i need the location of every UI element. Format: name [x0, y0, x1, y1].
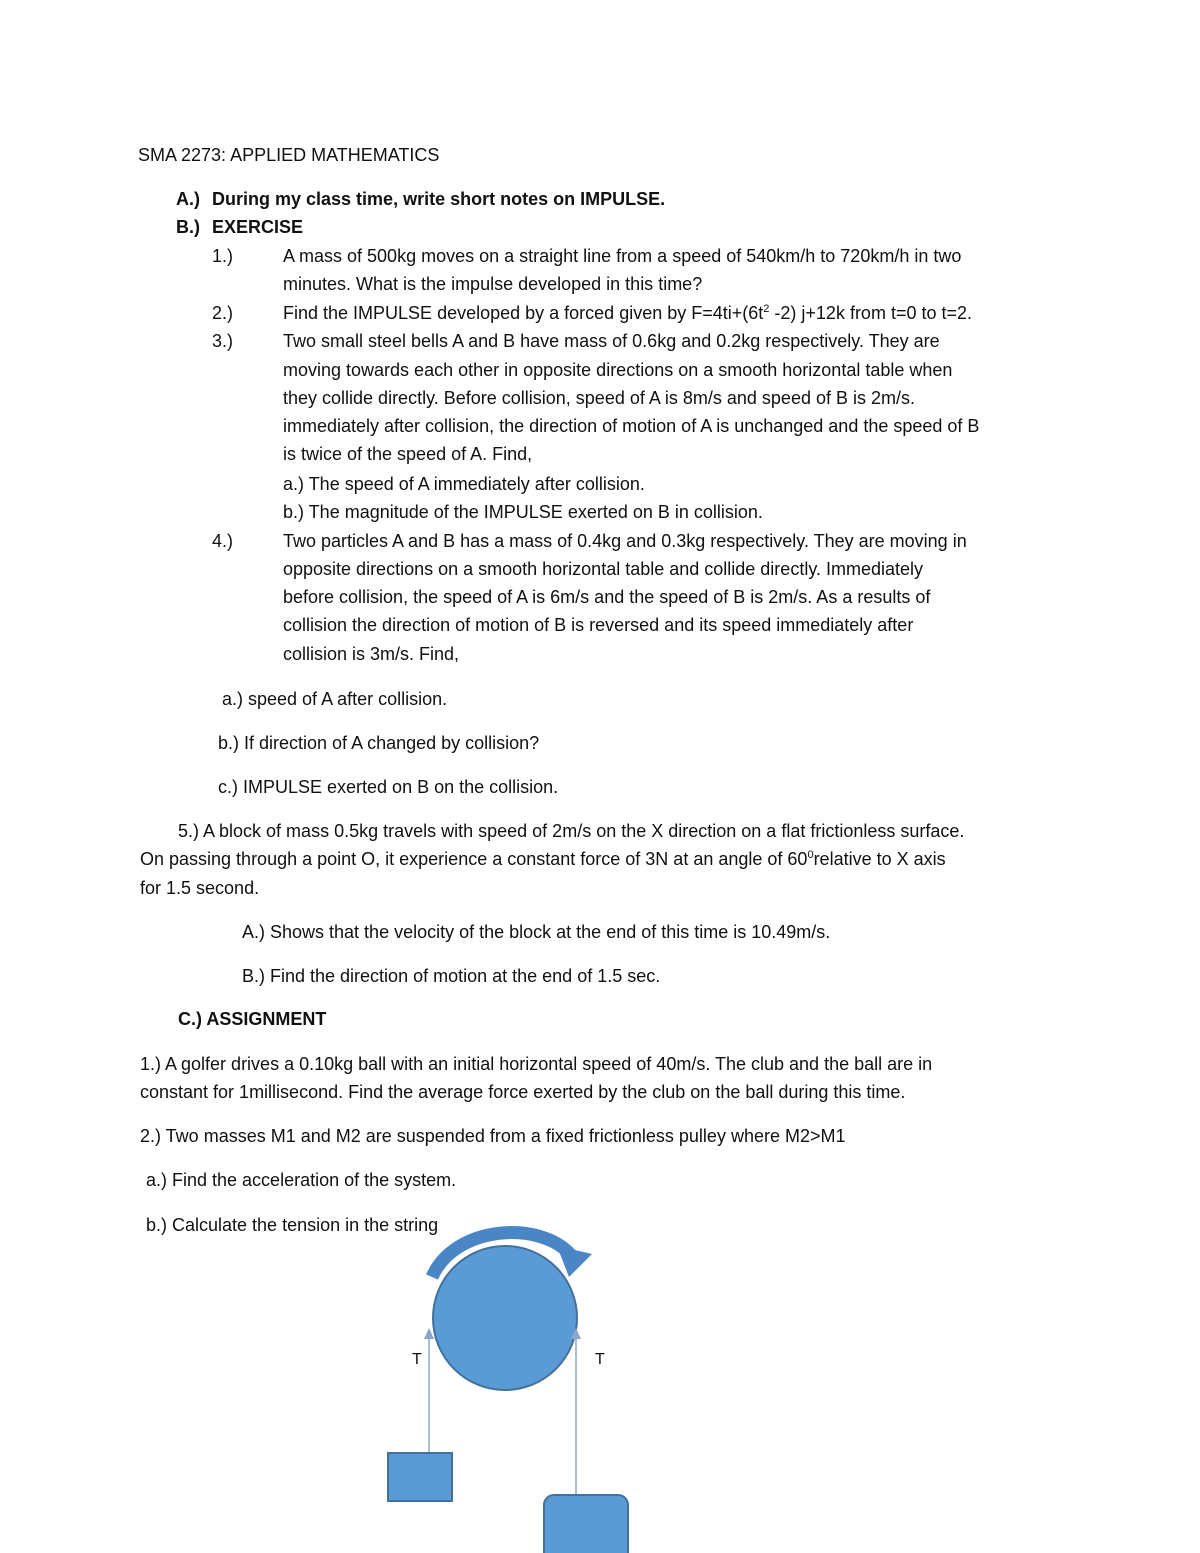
q5-text-post: relative to X axis	[813, 849, 946, 869]
tension-label-left: T	[412, 1351, 422, 1368]
q4-line: before collision, the speed of A is 6m/s and the speed of B is 2m/s. As a results of	[283, 587, 931, 607]
assignment-q1-line: 1.) A golfer drives a 0.10kg ball with an initial horizontal speed of 40m/s. The club and the ball are in	[140, 1054, 933, 1074]
q5-text-pre: On passing through a point O, it experience a constant force of 3N at an angle of 60	[140, 849, 808, 869]
pulley-wheel	[433, 1246, 577, 1390]
mass-m2	[544, 1495, 628, 1553]
q4-line: Two particles A and B has a mass of 0.4kg and 0.3kg respectively. They are moving in	[283, 531, 967, 551]
section-a-label: A.)	[176, 189, 200, 209]
q4-line: collision is 3m/s. Find,	[283, 644, 460, 664]
q3-part: a.) The speed of A immediately after collision.	[283, 474, 645, 494]
q4-line: opposite directions on a smooth horizontal table and collide directly. Immediately	[283, 559, 924, 579]
q3-line: Two small steel bells A and B have mass of 0.6kg and 0.2kg respectively. They are	[283, 331, 940, 351]
left-tension-arrow-head	[424, 1328, 434, 1339]
q4-line: collision the direction of motion of B is reversed and its speed immediately after	[283, 615, 914, 635]
assignment-q2-part: b.) Calculate the tension in the string	[146, 1215, 439, 1235]
tension-label-right: T	[595, 1351, 605, 1368]
section-b-text: EXERCISE	[212, 217, 304, 237]
q4-part: a.) speed of A after collision.	[222, 689, 448, 709]
q2-text-pre: Find the IMPULSE developed by a forced given by F=4ti+(6t	[283, 303, 764, 323]
assignment-q1-line: constant for 1millisecond. Find the average force exerted by the club on the ball during this time.	[140, 1082, 906, 1102]
q4-number: 4.)	[212, 531, 234, 551]
q2-exponent: 2	[763, 303, 770, 315]
q5-part: B.) Find the direction of motion at the end of 1.5 sec.	[242, 966, 661, 986]
q3-line: immediately after collision, the direction of motion of A is unchanged and the speed of B	[283, 416, 980, 436]
q4-part: c.) IMPULSE exerted on B on the collision.	[218, 777, 559, 797]
q5-degree: 0	[807, 849, 814, 861]
q4-part: b.) If direction of A changed by collision?	[218, 733, 540, 753]
assignment-q2-part: a.) Find the acceleration of the system.	[146, 1170, 457, 1190]
section-b-label: B.)	[176, 217, 200, 237]
q1-number: 1.)	[212, 246, 234, 266]
q5-line: for 1.5 second.	[140, 878, 260, 898]
q5-line: 5.) A block of mass 0.5kg travels with speed of 2m/s on the X direction on a flat frictionless surface.	[178, 821, 965, 841]
page-title: SMA 2273: APPLIED MATHEMATICS	[138, 145, 440, 165]
section-c-heading: C.) ASSIGNMENT	[178, 1009, 327, 1029]
rotation-arrow-head	[557, 1246, 592, 1277]
q1-line: A mass of 500kg moves on a straight line from a speed of 540km/h to 720km/h in two	[283, 246, 962, 266]
q1-line: minutes. What is the impulse developed in this time?	[283, 274, 703, 294]
q3-line: they collide directly. Before collision, speed of A is 8m/s and speed of B is 2m/s.	[283, 388, 915, 408]
q3-number: 3.)	[212, 331, 234, 351]
mass-m1	[388, 1453, 452, 1501]
section-a-text: During my class time, write short notes on IMPULSE.	[212, 189, 666, 209]
assignment-q2: 2.) Two masses M1 and M2 are suspended from a fixed frictionless pulley where M2>M1	[140, 1126, 846, 1146]
q2-text-post: -2) j+12k from t=0 to t=2.	[769, 303, 973, 323]
q3-part: b.) The magnitude of the IMPULSE exerted on B in collision.	[283, 502, 763, 522]
q3-line: is twice of the speed of A. Find,	[283, 444, 533, 464]
q3-line: moving towards each other in opposite directions on a smooth horizontal table when	[283, 360, 953, 380]
q2-number: 2.)	[212, 303, 234, 323]
q5-part: A.) Shows that the velocity of the block at the end of this time is 10.49m/s.	[242, 922, 831, 942]
